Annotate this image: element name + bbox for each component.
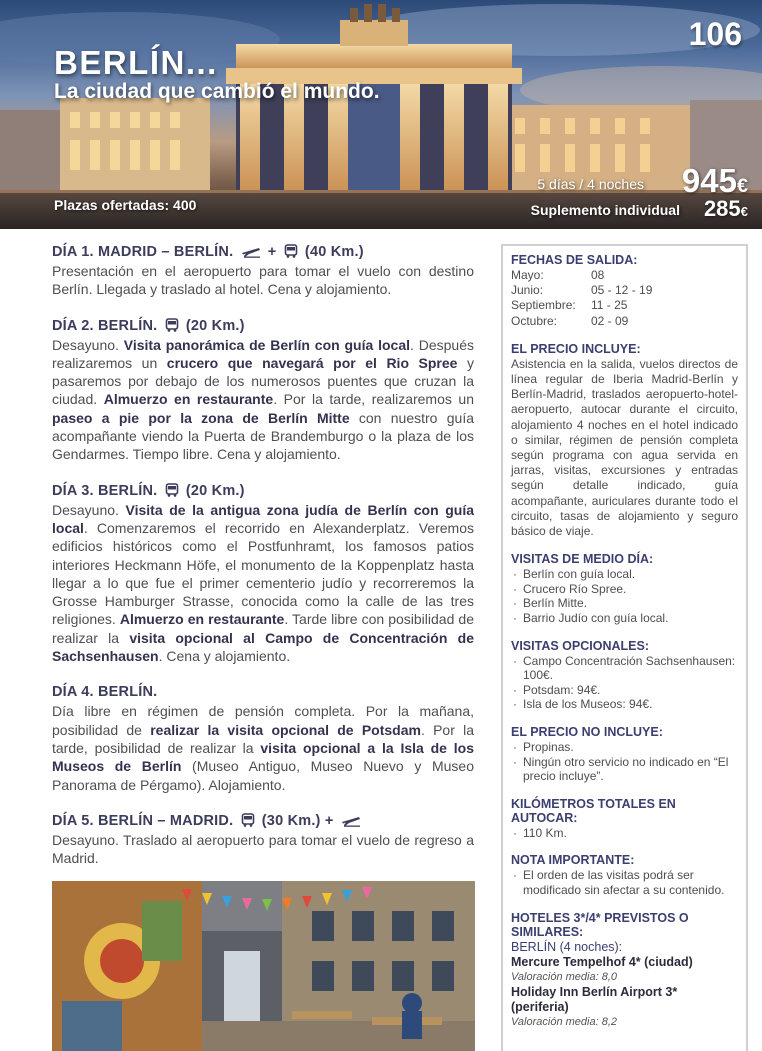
page-number: 106 (688, 16, 742, 52)
list-item: · Campo Concentración Sachsenhausen: 100€. (511, 654, 738, 683)
day-2-highlight: Almuerzo en restaurante (103, 391, 274, 408)
brandenburg-gate-photo (0, 0, 762, 229)
day-2-text-part: y pasaremos por debajo de los numerosos puentes que cruzan la ciudad. (52, 354, 474, 408)
day-1-plus: + (267, 244, 277, 260)
day-3-text-part: . Comenzaremos el recorrido en Alexanderplatz. Veremos edificios históricos como el Postfunhramt, los famosos patios interiores Heckmann Höfe, el monumento de la Koppenplatz hasta llegar a lo que fue el primer cementerio judío y recorreremos la Grosse Hamburger Strasse, conocida como la calle de las tres religiones. (52, 519, 474, 628)
day-3-km: (20 Km.) (185, 482, 245, 499)
midday-visits-section (511, 552, 738, 625)
includes-section (511, 342, 738, 539)
day-4-title: DÍA 4. BERLÍN. (52, 684, 158, 701)
day-5-km: (30 Km.) + (261, 812, 334, 829)
not-included-section (511, 725, 738, 784)
trip-duration: 5 días / 4 noches (537, 176, 644, 192)
departure-days: 02 - 09 (591, 313, 629, 328)
not-included-title: EL PRECIO NO INCLUYE: (511, 725, 663, 739)
berlin-street-photo (52, 881, 475, 1051)
list-item: · Barrio Judío con guía local. (511, 611, 738, 626)
note-title: NOTA IMPORTANTE: (511, 853, 635, 868)
day-5 (52, 812, 474, 868)
departure-month: Septiembre: (511, 298, 576, 313)
departure-days: 08 (591, 268, 605, 282)
trip-price (682, 162, 748, 200)
list-item: · Berlín con guía local. (511, 567, 738, 582)
page-subtitle: La ciudad que cambió el mundo. (54, 80, 380, 103)
includes-text: Asistencia en la salida, vuelos directos de línea regular de Iberia Madrid-Berlín y Berlín-Madrid, traslados aeropuerto-hotel-aeropuerto, autocar durante el circuito, alojamiento 4 noches en el hotel indicado o similar, régimen de pensión completa según programa con agua servida en jarras, visitas, excursiones y entradas según detalle indicado, guía acompañante, auriculares durante todo el circuito, tasas de alojamiento y seguro básico de viaje. (511, 356, 738, 539)
day-3-text-part: . Tarde libre con posibilidad de realizar la (52, 611, 474, 646)
midday-visits-list (511, 567, 738, 625)
plane-icon (241, 244, 261, 258)
day-4-text (52, 702, 474, 793)
day-3-heading (52, 482, 474, 501)
day-2-highlight: Visita panorámica de Berlín con guía local (123, 336, 411, 353)
list-item: · Crucero Río Spree. (511, 582, 738, 597)
day-1-text: Presentación en el aeropuerto para tomar el vuelo con destino Berlín. Llegada y traslado al hotel. Cena y alojamiento. (52, 263, 474, 298)
day-2-text-part: . Por la tarde, realizaremos un (273, 391, 474, 408)
hotel-name: Mercure Tempelhof 4* (ciudad) (511, 954, 693, 969)
day-1-heading (52, 243, 474, 262)
hotels-title: HOTELES 3*/4* PREVISTOS O SIMILARES: (511, 910, 689, 939)
supplement-price-value: 285 (703, 196, 741, 221)
page-title: BERLÍN... (54, 44, 218, 81)
day-1 (52, 243, 474, 299)
day-2 (52, 317, 474, 464)
list-item: · 110 Km. (511, 826, 738, 841)
day-4-text-part: (Museo Antiguo, Museo Nuevo y Museo Panorama de Pérgamo). Alojamiento. (52, 758, 474, 793)
day-3-title: DÍA 3. BERLÍN. (52, 482, 158, 499)
hotel-rating: Valoración media: 8,2 (511, 1015, 617, 1028)
not-included-list (511, 740, 738, 784)
day-3-highlight: visita opcional al Campo de Concentración de Sachsenhausen (52, 629, 474, 665)
day-4 (52, 683, 474, 793)
departure-month: Junio: (511, 283, 544, 298)
day-3-highlight: Almuerzo en restaurante (119, 611, 285, 628)
supplement-price (704, 196, 748, 222)
day-2-text-part: con nuestro guía acompañante viendo la Puerta de Brandemburgo o la plaza de los Gendarmes. Tiempo libre. Cena y alojamiento. (52, 409, 475, 463)
day-3-text-part: . Cena y alojamiento. (158, 648, 291, 665)
departures-title: FECHAS DE SALIDA: (511, 253, 638, 267)
bus-icon (284, 244, 298, 258)
hotel-name: Holiday Inn Berlín Airport 3* (periferia) (511, 984, 678, 1014)
day-1-km: (40 Km.) (304, 244, 364, 260)
day-3-text-part: Desayuno. (52, 501, 126, 518)
bus-icon (241, 813, 255, 827)
day-2-title: DÍA 2. BERLÍN. (52, 317, 158, 334)
hero-banner (0, 0, 762, 229)
list-item: · Isla de los Museos: 94€. (511, 697, 738, 712)
day-2-heading (52, 317, 474, 336)
departure-days: 05 - 12 - 19 (591, 283, 653, 298)
note-list (511, 868, 738, 897)
list-item: · Ningún otro servicio no indicado en “El precio incluye”. (511, 755, 738, 784)
plazas-offered: Plazas ofertadas: 400 (54, 197, 197, 213)
km-total-list (511, 826, 738, 841)
day-1-title: DÍA 1. MADRID – BERLÍN. (52, 244, 234, 260)
itinerary (52, 243, 474, 885)
trip-price-value: 945 (681, 162, 737, 199)
list-item: · Propinas. (511, 740, 738, 755)
day-2-text-part: Desayuno. (52, 336, 124, 353)
price-currency: € (736, 175, 748, 197)
day-4-highlight: realizar la visita opcional de Potsdam (150, 721, 421, 738)
bus-icon (165, 318, 179, 332)
note-section (511, 853, 738, 897)
day-2-km: (20 Km.) (185, 317, 245, 334)
list-item: · Berlín Mitte. (511, 596, 738, 611)
km-total-section (511, 797, 738, 841)
day-2-text-part: . Después realizaremos un (52, 336, 474, 371)
day-4-text-part: Día libre en régimen de pensión completa. Por la mañana, posibilidad de (52, 703, 474, 738)
street-courtyard-illustration (52, 881, 475, 1051)
optional-visits-title: VISITAS OPCIONALES: (511, 638, 649, 653)
day-5-title: DÍA 5. BERLÍN – MADRID. (52, 812, 234, 829)
departure-days: 11 - 25 (591, 298, 628, 313)
departures-section (511, 253, 738, 329)
day-3 (52, 482, 474, 666)
departure-month: Octubre: (511, 313, 558, 328)
day-2-highlight: paseo a pie por la zona de Berlín Mitte (52, 409, 350, 426)
hotel-rating: Valoración media: 8,0 (511, 970, 617, 983)
trip-info-sidebar (501, 244, 748, 1051)
bus-icon (165, 483, 179, 497)
supplement-label: Suplemento individual (530, 202, 680, 218)
optional-visits-section (511, 639, 738, 712)
km-total-title: KILÓMETROS TOTALES EN AUTOCAR: (511, 796, 676, 825)
day-4-highlight: visita opcional a la Isla de los Museos de Berlín (52, 739, 474, 775)
departures-table (511, 268, 738, 329)
plane-icon (341, 813, 361, 827)
day-5-text: Desayuno. Traslado al aeropuerto para tomar el vuelo de regreso a Madrid. (52, 831, 474, 867)
day-5-heading (52, 812, 474, 831)
day-3-text (52, 501, 474, 666)
day-2-text (52, 336, 474, 464)
optional-visits-list (511, 654, 738, 712)
day-2-highlight: crucero que navegará por el Rio Spree (166, 354, 458, 371)
list-item: · El orden de las visitas podrá ser modificado sin afectar a su contenido. (511, 868, 738, 897)
departure-month: Mayo: (511, 268, 544, 282)
day-4-heading (52, 683, 474, 702)
includes-title: EL PRECIO INCLUYE: (511, 341, 641, 356)
supplement-currency: € (740, 204, 748, 219)
day-3-highlight: Visita de la antigua zona judía de Berlín con guía local (52, 501, 474, 536)
list-item: · Potsdam: 94€. (511, 683, 738, 698)
midday-visits-title: VISITAS DE MEDIO DÍA: (511, 552, 654, 567)
hotels-city: BERLÍN (4 noches): (511, 939, 623, 954)
day-4-text-part: . Por la tarde, posibilidad de realizar la (52, 721, 475, 756)
hotels-section (511, 911, 738, 1030)
